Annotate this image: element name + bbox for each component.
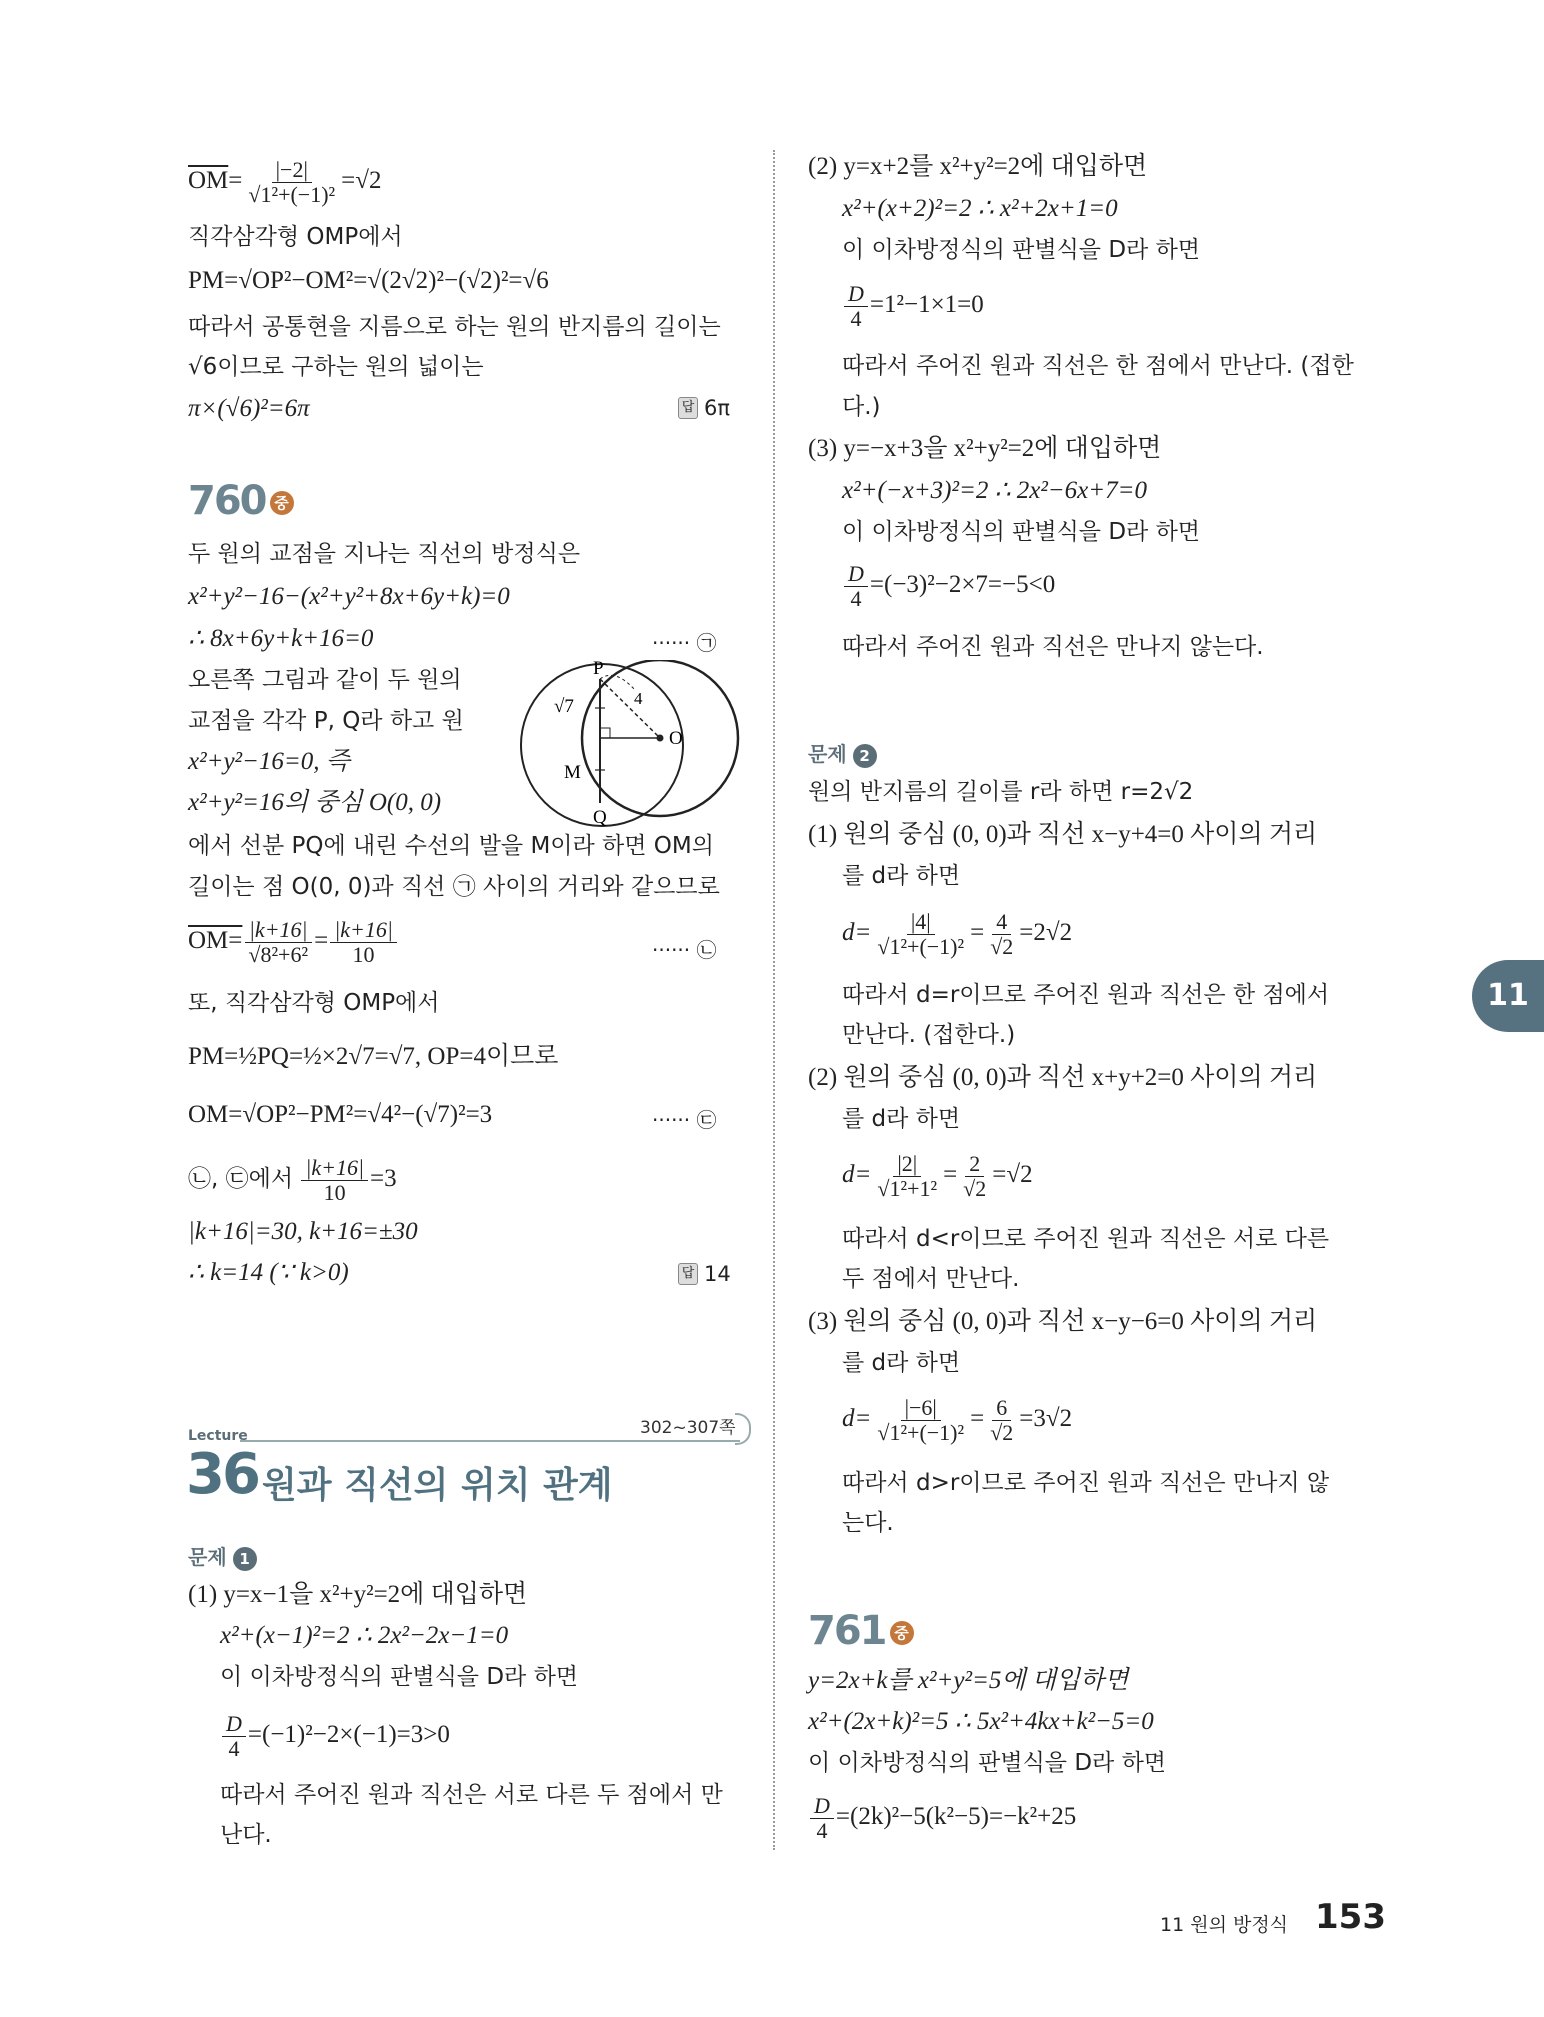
fraction: $\frac{2}{√2}$ [963, 1151, 987, 1201]
equation: x²+(−x+3)²=2 ∴ 2x²−6x+7=0 [842, 477, 1148, 504]
lecture-pages-bracket [735, 1413, 751, 1445]
equation: (1) y=x−1을 x²+y²=2에 대입하면 [188, 1581, 528, 1608]
text-line: 따라서 주어진 원과 직선은 만나지 않는다. [842, 634, 1264, 660]
equation: x²+y²=16의 중심 O(0, 0) [188, 789, 442, 816]
difficulty-badge: 중 [890, 1621, 914, 1645]
equation: $\frac{D}{4}$ =(−1)²−2×(−1)=3>0 [220, 1712, 450, 1761]
text-line: 이 이차방정식의 판별식을 D라 하면 [808, 1750, 1167, 1776]
lecture-rule [240, 1440, 740, 1442]
answer-1: 답 6π [678, 396, 730, 420]
fraction: $\frac{|2|}{\text{√1²+1²}}$ [877, 1151, 938, 1201]
text-line: 난다. [220, 1822, 272, 1848]
fraction: $\frac{6}{√2}$ [990, 1395, 1014, 1445]
equation: $\frac{D}{4}$ =1²−1×1=0 [842, 282, 984, 331]
problem-number-760: 760 중 [188, 478, 294, 524]
fraction: $\frac{D}{4}$ [810, 1794, 834, 1843]
footer-chapter-title: 11 원의 방정식 [1160, 1914, 1289, 1936]
text-line: 또, 직각삼각형 OMP에서 [188, 990, 440, 1016]
text-line: 를 d라 하면 [842, 1350, 961, 1376]
text-line: 이 이차방정식의 판별식을 D라 하면 [842, 237, 1201, 263]
equation: $\frac{D}{4}$ =(2k)²−5(k²−5)=−k²+25 [808, 1794, 1076, 1843]
center-point [657, 735, 664, 742]
text-line: 따라서 주어진 원과 직선은 서로 다른 두 점에서 만 [220, 1782, 723, 1808]
fraction: $\frac{D}{4}$ [844, 562, 868, 611]
text-line: 따라서 d<r이므로 주어진 원과 직선은 서로 다른 [842, 1226, 1330, 1252]
eq-om-2: OM= $\frac{|k+16|}{\text{√8²+6²}}$ = $\frac{|k+16|}{10}$ [188, 918, 399, 967]
text-line: 에서 선분 PQ에 내린 수선의 발을 M이라 하면 OM의 [188, 833, 714, 859]
equation: x²+(x+2)²=2 ∴ x²+2x+1=0 [842, 195, 1118, 222]
problem-heading-2: 문제 2 [808, 738, 877, 768]
text-line: 원의 반지름의 길이를 r라 하면 r=2√2 [808, 779, 1194, 805]
equation-marker: ······ ㉢ [652, 1108, 717, 1132]
equation-marker: ······ ㉠ [652, 631, 717, 655]
equation: |k+16|=30, k+16=±30 [188, 1218, 418, 1245]
text-line: 교점을 각각 P, Q라 하고 원 [188, 708, 464, 734]
fraction: $\frac{D}{4}$ [844, 282, 868, 331]
equation: (2) y=x+2를 x²+y²=2에 대입하면 [808, 153, 1148, 180]
fraction: $\frac{|-6|}{\text{√1²+(−1)²}}$ [877, 1395, 965, 1445]
equation: d= $\frac{|4|}{\text{√1²+(−1)²}}$ = $\frac{4}{√2}$ =2√2 [842, 909, 1073, 959]
fraction: $\frac{|k+16|}{10}$ [330, 918, 397, 967]
problem-heading-1: 문제 1 [188, 1541, 257, 1571]
fraction: $\frac{|4|}{\text{√1²+(−1)²}}$ [877, 909, 965, 959]
eq-area: π×(√6)²=6π [188, 395, 310, 422]
text-line: √6이므로 구하는 원의 넓이는 [188, 354, 484, 380]
equation: $\frac{D}{4}$ =(−3)²−2×7=−5<0 [842, 562, 1055, 611]
text-line: 두 점에서 만난다. [842, 1266, 1020, 1292]
text-line: (3) 원의 중심 (0, 0)과 직선 x−y−6=0 사이의 거리 [808, 1308, 1318, 1335]
eq-om-1: $\overline{OM}=$ $\frac{|-2|}{\text{√1²+(−1)²}}$ =√2 [188, 157, 382, 207]
fraction: $\frac{|k+16|}{\text{√8²+6²}}$ [244, 918, 312, 967]
text-line: (1) 원의 중심 (0, 0)과 직선 x−y+4=0 사이의 거리 [808, 821, 1318, 848]
text-line: 두 원의 교점을 지나는 직선의 방정식은 [188, 541, 581, 567]
text-line: 따라서 d=r이므로 주어진 원과 직선은 한 점에서 [842, 982, 1330, 1008]
fraction: $\frac{|-2|}{\text{√1²+(−1)²}}$ [248, 157, 336, 207]
text-line: 이 이차방정식의 판별식을 D라 하면 [220, 1664, 579, 1690]
circle-1 [521, 664, 683, 826]
text-line: 오른쪽 그림과 같이 두 원의 [188, 667, 462, 693]
problem-badge: 1 [233, 1547, 257, 1571]
text-line: 길이는 점 O(0, 0)과 직선 ㉠ 사이의 거리와 같으므로 [188, 874, 720, 900]
text-line: 만난다. (접한다.) [842, 1022, 1016, 1048]
equation: y=2x+k를 x²+y²=5에 대입하면 [808, 1667, 1129, 1694]
lecture-pages: 302~307쪽 [640, 1418, 736, 1438]
label-o: O [669, 728, 683, 749]
lecture-number: 36 [186, 1442, 258, 1507]
difficulty-badge: 중 [270, 491, 294, 515]
two-circles-figure [505, 660, 745, 830]
problem-badge: 2 [853, 744, 877, 768]
problem-number-761: 761 중 [808, 1608, 914, 1654]
answer-badge: 답 [678, 1263, 698, 1285]
equation: x²+y²−16=0, 즉 [188, 748, 350, 775]
equation: ∴ 8x+6y+k+16=0 [188, 625, 374, 652]
text-line: (2) 원의 중심 (0, 0)과 직선 x+y+2=0 사이의 거리 [808, 1064, 1318, 1091]
label-4: 4 [634, 689, 643, 708]
equation: ㉡, ㉢에서 $\frac{|k+16|}{10}$ =3 [188, 1155, 397, 1205]
text-line: 를 d라 하면 [842, 863, 961, 889]
equation: d= $\frac{|2|}{\text{√1²+1²}}$ = $\frac{2}{√2}$ =√2 [842, 1151, 1033, 1201]
label-m: M [564, 762, 581, 783]
text-line: 따라서 주어진 원과 직선은 한 점에서 만난다. (접한 [842, 353, 1354, 379]
text-line: 따라서 공통현을 지름으로 하는 원의 반지름의 길이는 [188, 314, 721, 340]
equation-marker: ······ ㉡ [652, 938, 717, 962]
text-line: 는다. [842, 1510, 894, 1536]
lecture-label: Lecture [188, 1428, 248, 1444]
answer-2: 답 14 [678, 1262, 731, 1286]
label-sqrt7: √7 [554, 696, 574, 717]
equation: x²+(x−1)²=2 ∴ 2x²−2x−1=0 [220, 1622, 509, 1649]
text-line: 이 이차방정식의 판별식을 D라 하면 [842, 519, 1201, 545]
page-number: 153 [1315, 1897, 1386, 1937]
right-angle-mark [600, 728, 610, 738]
text-line: 따라서 d>r이므로 주어진 원과 직선은 만나지 않 [842, 1470, 1330, 1496]
text-line: 를 d라 하면 [842, 1106, 961, 1132]
equation: d= $\frac{|-6|}{\text{√1²+(−1)²}}$ = $\frac{6}{√2}$ =3√2 [842, 1395, 1073, 1445]
label-p: P [593, 660, 604, 679]
chapter-tab: 11 [1472, 960, 1544, 1032]
fraction: $\frac{|k+16|}{10}$ [301, 1156, 368, 1205]
equation: ∴ k=14 (∵ k>0) [188, 1259, 349, 1286]
equation: x²+(2x+k)²=5 ∴ 5x²+4kx+k²−5=0 [808, 1708, 1154, 1735]
column-divider [773, 150, 775, 1850]
label-q: Q [593, 807, 607, 828]
text-line: 다.) [842, 394, 881, 420]
equation: PM=½PQ=½×2√7=√7, OP=4이므로 [188, 1043, 559, 1070]
lecture-title: 원과 직선의 위치 관계 [262, 1465, 613, 1506]
equation: OM=√OP²−PM²=√4²−(√7)²=3 [188, 1101, 493, 1128]
equation: (3) y=−x+3을 x²+y²=2에 대입하면 [808, 435, 1162, 462]
text-line: 직각삼각형 OMP에서 [188, 224, 403, 250]
answer-badge: 답 [678, 397, 698, 419]
segment-op [600, 679, 660, 738]
fraction: $\frac{D}{4}$ [222, 1712, 246, 1761]
eq-pm: PM=√OP²−OM²=√(2√2)²−(√2)²=√6 [188, 267, 549, 294]
fraction: $\frac{4}{√2}$ [990, 909, 1014, 959]
equation: x²+y²−16−(x²+y²+8x+6y+k)=0 [188, 583, 510, 610]
